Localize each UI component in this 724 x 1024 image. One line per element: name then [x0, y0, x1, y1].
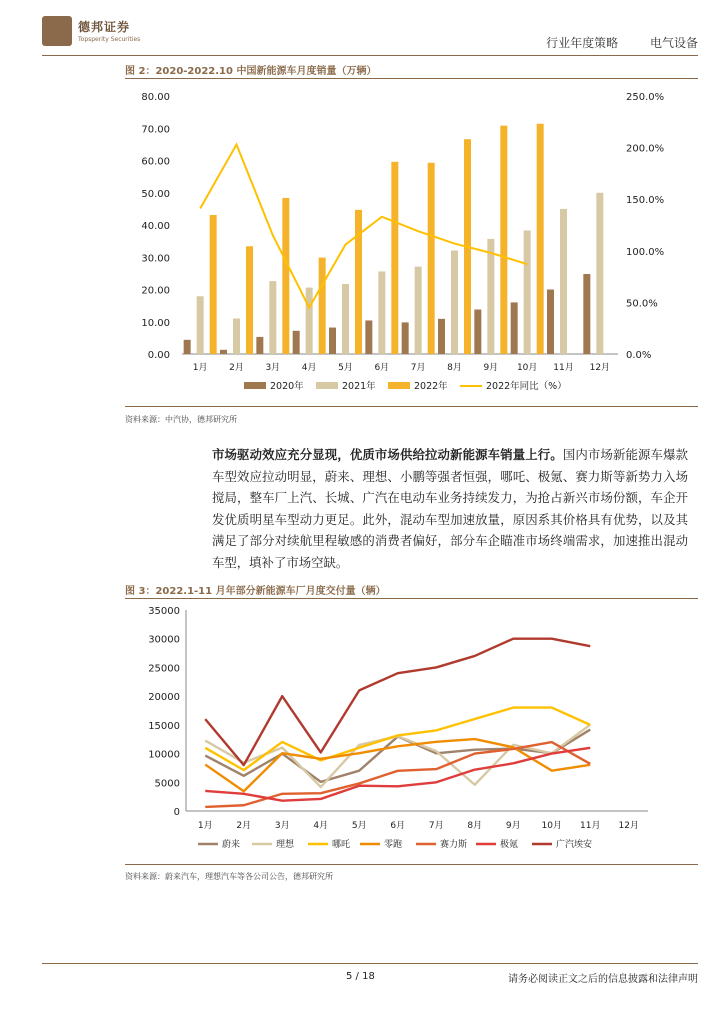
figure3-divider	[125, 598, 698, 599]
legend-label: 2022年同比（%）	[486, 381, 567, 392]
figure3-chart	[120, 602, 720, 862]
x-tick-label: 6月	[390, 821, 406, 831]
x-tick-label: 8月	[447, 363, 462, 373]
x-tick-label: 9月	[505, 821, 521, 831]
y-tick-label: 5000	[154, 778, 180, 790]
bar-2022年-10月	[537, 124, 544, 354]
x-tick-label: 10月	[516, 363, 538, 373]
bar-2021年-8月	[451, 250, 458, 354]
figure2-bottom-divider	[125, 406, 698, 407]
y-left-tick-label: 0.00	[147, 350, 170, 361]
legend-label: 广汽埃安	[556, 840, 593, 850]
legend-swatch	[244, 382, 266, 389]
footer-divider	[42, 963, 698, 964]
bar-2020年-10月	[511, 302, 518, 354]
x-tick-label: 12月	[589, 363, 611, 373]
figure2-title: 图 2：2020-2022.10 中国新能源车月度销量（万辆）	[125, 66, 377, 77]
y-left-tick-label: 50.00	[141, 188, 170, 200]
x-tick-label: 7月	[410, 363, 426, 373]
legend-swatch	[388, 382, 410, 389]
bar-2021年-9月	[487, 239, 494, 354]
legend-label: 哪吒	[332, 840, 351, 850]
bar-2022年-3月	[282, 198, 289, 354]
y-tick-label: 30000	[148, 634, 180, 646]
x-tick-label: 7月	[428, 821, 444, 831]
page-number: 5 / 18	[346, 971, 375, 982]
y-right-tick-label: 100.0%	[626, 246, 665, 258]
y-left-tick-label: 20.00	[141, 285, 170, 297]
bar-2020年-2月	[220, 350, 227, 354]
y-left-tick-label: 40.00	[141, 221, 170, 232]
y-tick-label: 0	[173, 807, 180, 818]
header-divider	[42, 55, 698, 56]
y-right-tick-label: 0.0%	[626, 350, 652, 361]
x-tick-label: 11月	[580, 821, 601, 831]
bar-2020年-6月	[365, 320, 372, 354]
y-left-tick-label: 80.00	[141, 92, 170, 103]
bar-2021年-12月	[596, 193, 603, 354]
x-tick-label: 3月	[274, 821, 290, 831]
figure3-source: 资料来源：蔚来汽车，理想汽车等各公司公告，德邦研究所	[125, 872, 333, 881]
bar-2022年-7月	[428, 163, 435, 354]
y-left-tick-label: 60.00	[141, 156, 170, 168]
bar-2021年-4月	[306, 288, 313, 354]
bar-2021年-1月	[197, 296, 204, 354]
footer-disclaimer: 请务必阅读正文之后的信息披露和法律声明	[508, 974, 698, 985]
y-tick-label: 25000	[148, 663, 180, 675]
logo-icon	[42, 16, 72, 46]
paragraph-body: 国内市场新能源车爆款车型效应拉动明显，蔚来、理想、小鹏等强者恒强，哪吒、极氪、赛力斯等新势力入场搅局，整车厂上汽、长城、广汽在电动车业务持续发力，为抢占新兴市场份额，车企开发优质明星车型动力更足。此外，混动车型加速放量，原因系其价格具有优势，以及其满足了部分对续航里程敏感的消费者偏好，部分车企瞄准市场终端需求，加速推出混动车型，填补了市场空缺。	[212, 447, 689, 570]
logo-cn-text: 德邦证券	[78, 20, 131, 34]
x-tick-label: 1月	[197, 821, 213, 831]
figure2-chart	[120, 84, 720, 404]
legend-label: 极氪	[500, 840, 519, 850]
bar-2021年-7月	[415, 267, 422, 354]
figure3-title: 图 3：2022.1-11 月年部分新能源车厂月度交付量（辆）	[125, 586, 386, 597]
bar-2020年-12月	[583, 274, 590, 354]
legend-label: 理想	[276, 840, 295, 850]
y-tick-label: 20000	[148, 692, 180, 704]
bar-2022年-6月	[391, 162, 398, 354]
legend-label: 零跑	[384, 840, 403, 850]
x-tick-label: 3月	[265, 363, 281, 373]
bar-2021年-6月	[378, 271, 385, 354]
x-tick-label: 4月	[301, 363, 317, 373]
y-right-tick-label: 50.0%	[626, 298, 658, 310]
bar-2022年-9月	[500, 126, 507, 354]
bar-2020年-3月	[256, 337, 263, 354]
x-tick-label: 8月	[467, 821, 483, 831]
bar-2020年-7月	[402, 322, 409, 354]
x-tick-label: 5月	[338, 363, 353, 373]
x-tick-label: 11月	[553, 363, 574, 373]
bar-2022年-5月	[355, 210, 362, 354]
line-哪吒	[205, 708, 590, 771]
y-right-tick-label: 200.0%	[626, 143, 665, 155]
header-meta	[518, 34, 698, 51]
x-tick-label: 2月	[236, 821, 252, 831]
bar-2022年-4月	[319, 258, 326, 354]
bar-2021年-2月	[233, 319, 240, 354]
x-tick-label: 12月	[618, 821, 639, 831]
x-tick-label: 5月	[351, 821, 367, 831]
legend-swatch	[316, 382, 338, 389]
legend-label: 蔚来	[222, 840, 241, 850]
x-tick-label: 4月	[313, 821, 329, 831]
x-tick-label: 10月	[541, 821, 562, 831]
bar-2020年-9月	[474, 309, 481, 354]
bar-2020年-5月	[329, 328, 336, 354]
bar-2021年-3月	[269, 281, 276, 354]
y-tick-label: 35000	[148, 606, 180, 617]
bar-2021年-11月	[560, 209, 567, 354]
y-right-tick-label: 150.0%	[626, 195, 665, 207]
figure3-bottom-divider	[125, 864, 698, 865]
legend-label: 2022年	[414, 381, 448, 392]
company-logo	[42, 16, 162, 50]
legend-label: 2020年	[270, 381, 304, 392]
y-left-tick-label: 70.00	[141, 124, 170, 136]
legend-label: 赛力斯	[440, 840, 468, 850]
x-tick-label: 6月	[374, 363, 390, 373]
x-tick-label: 2月	[229, 363, 244, 373]
legend-label: 2021年	[342, 381, 376, 392]
sector-name: 电气设备	[649, 36, 698, 50]
paragraph-lead: 市场驱动效应充分显现，优质市场供给拉动新能源车销量上行。	[212, 447, 563, 462]
logo-en-text: Topsperity Securities	[78, 36, 141, 43]
bar-2021年-10月	[524, 230, 531, 354]
bar-2020年-4月	[293, 331, 300, 354]
y-tick-label: 15000	[148, 720, 180, 732]
bar-2020年-11月	[547, 290, 554, 355]
bar-2020年-1月	[184, 340, 191, 354]
y-left-tick-label: 10.00	[141, 317, 170, 329]
y-tick-label: 10000	[148, 749, 180, 761]
bar-2020年-8月	[438, 319, 445, 354]
bar-2022年-2月	[246, 246, 253, 354]
figure2-source: 资料来源：中汽协，德邦研究所	[125, 415, 237, 424]
x-tick-label: 1月	[192, 363, 208, 373]
figure2-divider	[125, 78, 698, 79]
x-tick-label: 9月	[483, 363, 499, 373]
body-paragraph	[212, 444, 688, 573]
bar-2021年-5月	[342, 284, 349, 354]
bar-2022年-1月	[210, 215, 217, 354]
y-left-tick-label: 30.00	[141, 253, 170, 265]
report-type: 行业年度策略	[546, 36, 619, 50]
y-right-tick-label: 250.0%	[626, 92, 665, 103]
